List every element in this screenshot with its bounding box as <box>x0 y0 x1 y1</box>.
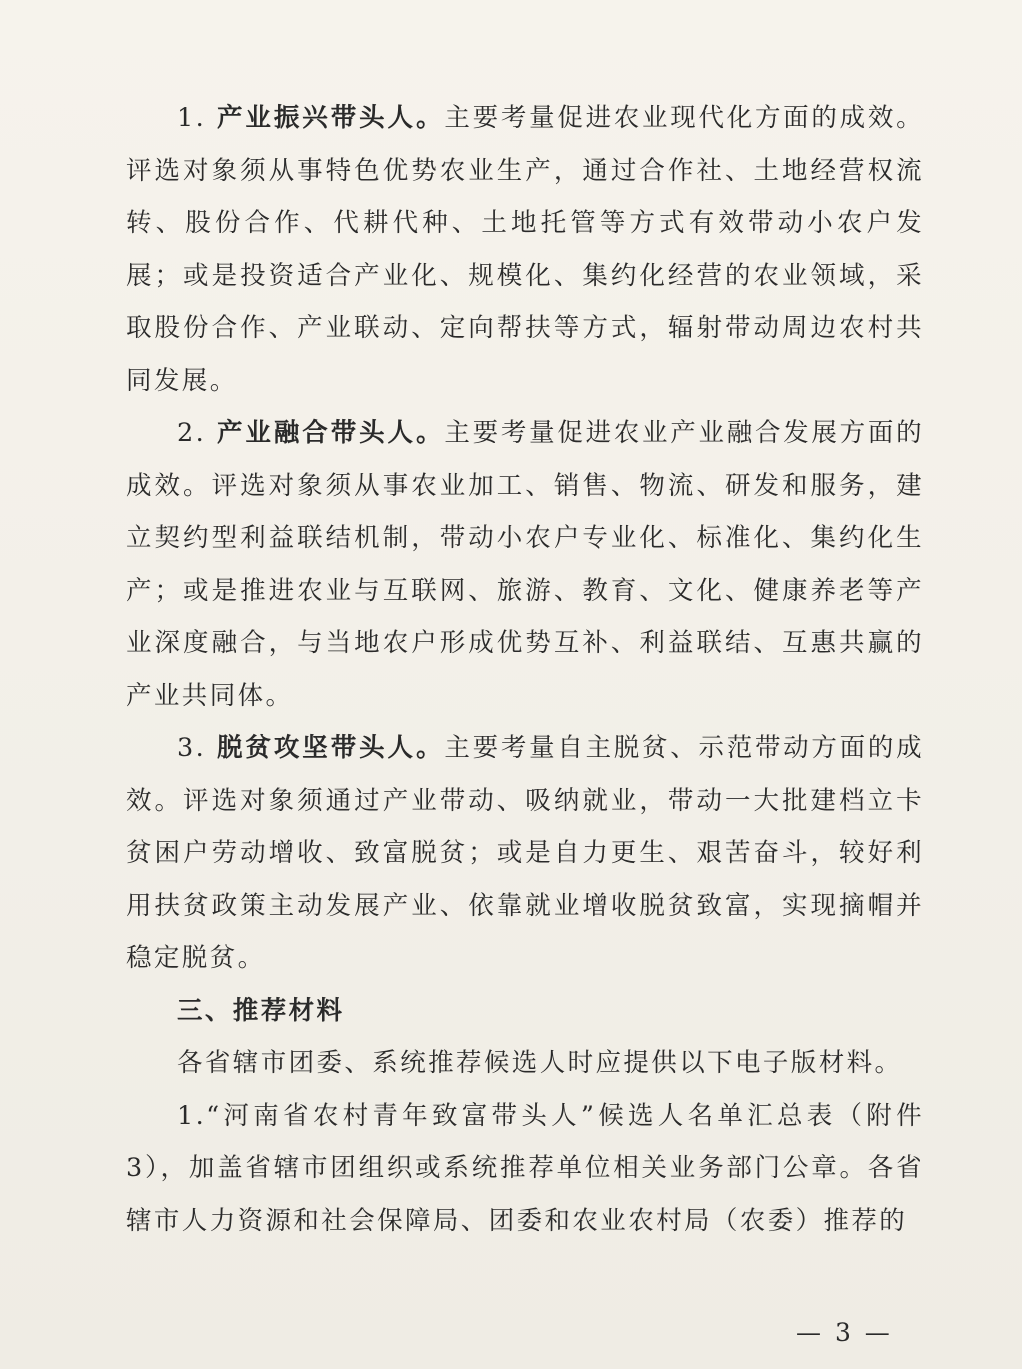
item-number: 1. <box>177 103 207 133</box>
item-title: 脱贫攻坚带头人。 <box>216 733 445 763</box>
item-body: 主要考量自主脱贫、示范带动方面的成效。评选对象须通过产业带动、吸纳就业，带动一大批建档立卡贫困户劳动增收、致富脱贫；或是自力更生、艰苦奋斗，较好利用扶贫政策主动发展产业、依靠就业增收脱贫致富，实现摘帽并稳定脱贫。 <box>126 733 924 973</box>
section-intro: 各省辖市团委、系统推荐候选人时应提供以下电子版材料。 <box>177 1048 903 1078</box>
page-number: — 3 — <box>796 1318 893 1347</box>
section-heading: 三、推荐材料 <box>177 995 345 1026</box>
item-body: 主要考量促进农业产业融合发展方面的成效。评选对象须从事农业加工、销售、物流、研发和服务，建立契约型利益联结机制，带动小农户专业化、标准化、集约化生产；或是推进农业与互联网、旅游、教育、文化、健康养老等产业深度融合，与当地农户形成优势互补、利益联结、互惠共赢的产业共同体。 <box>126 418 924 711</box>
item-body: 主要考量促进农业现代化方面的成效。评选对象须从事特色优势农业生产，通过合作社、土地经营权流转、股份合作、代耕代种、土地托管等方式有效带动小农户发展；或是投资适合产业化、规模化、集约化经营的农业领域，采取股份合作、产业联动、定向帮扶等方式，辐射带动周边农村共同发展。 <box>126 103 924 396</box>
paragraph-industry-integration <box>126 407 924 722</box>
paragraph-poverty-alleviation <box>126 722 924 985</box>
item-title: 产业融合带头人。 <box>216 418 445 448</box>
item-number: 3. <box>177 733 207 763</box>
item-title: 产业振兴带头人。 <box>216 103 445 133</box>
item-number: 2. <box>177 418 207 448</box>
paragraph-industry-revitalization <box>126 92 924 407</box>
document-body <box>126 92 924 1247</box>
material-item-1: 1.“河南省农村青年致富带头人”候选人名单汇总表（附件3），加盖省辖市团组织或系统推荐单位相关业务部门公章。各省辖市人力资源和社会保障局、团委和农业农村局（农委）推荐的 <box>126 1100 924 1236</box>
